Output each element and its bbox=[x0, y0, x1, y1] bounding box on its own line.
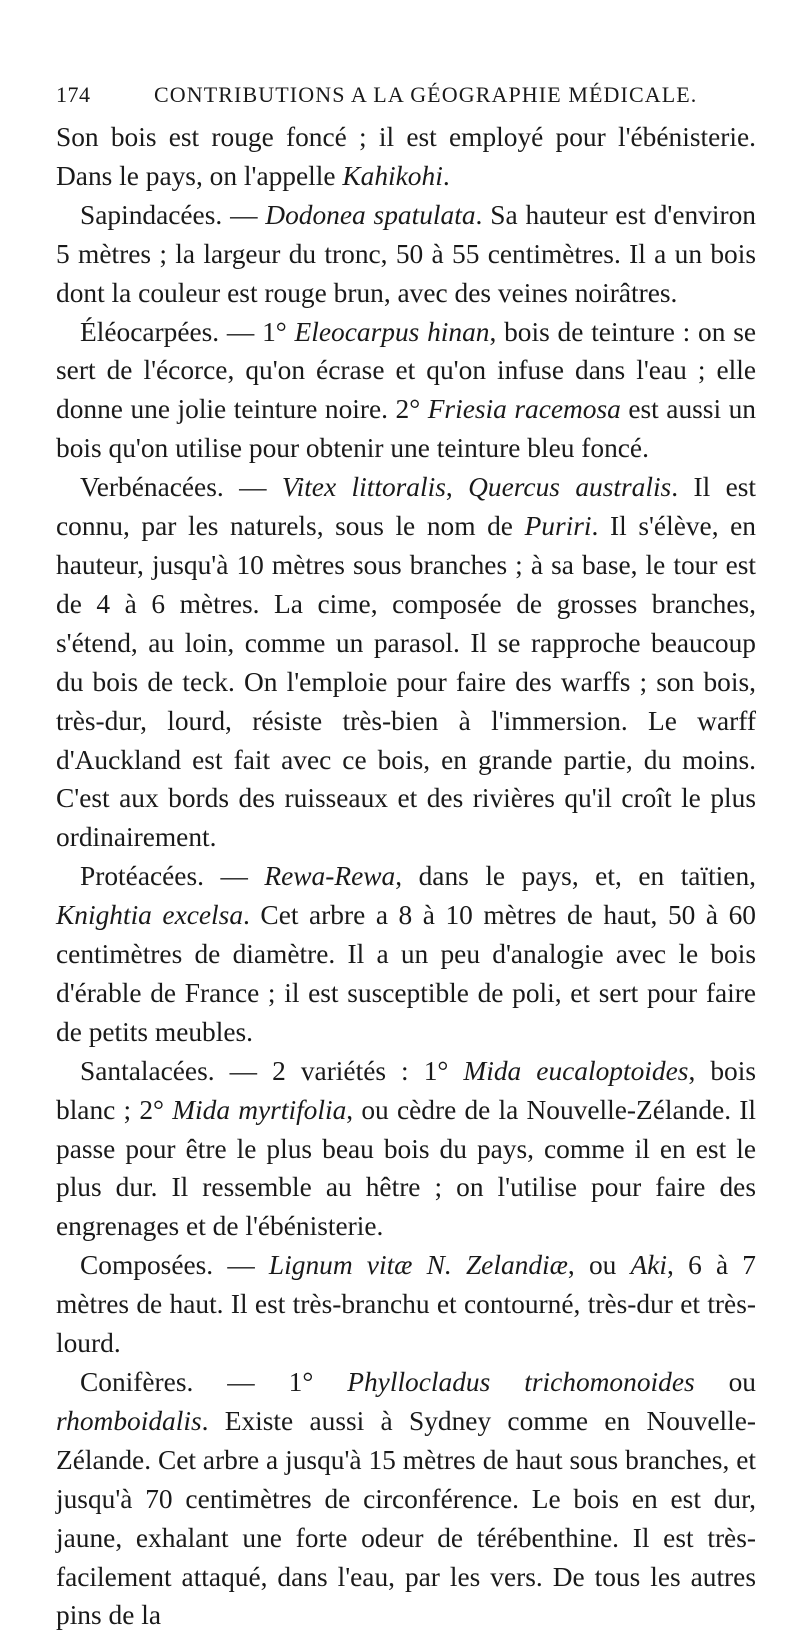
text-run: . Cet arbre a 8 à 10 mètres de haut, 50 à 60 centimètres de diamètre. Il a un peu d'analogie avec le bois d'érable de France ; il est susceptible de poli, et sert pour faire de petits meubles. bbox=[56, 900, 756, 1047]
italic-name: Dodonea spatulata bbox=[265, 199, 476, 230]
text-run: Santalacées. — 2 variétés : 1° bbox=[80, 1055, 464, 1086]
text-run: , ou cèdre de la Nouvelle-Zélande. Il passe pour être le plus beau bois du pays, comme il en est le plus dur. Il ressemble au hêtre ; on l'utilise pour faire des engrenages et de l'ébénisterie. bbox=[56, 1094, 757, 1242]
italic-name: Quercus australis bbox=[468, 472, 672, 503]
paragraph bbox=[56, 118, 756, 196]
text-run: ou bbox=[694, 1367, 756, 1397]
paragraph bbox=[56, 468, 756, 857]
text-run: , bbox=[445, 472, 469, 503]
text-run: est aussi un bois qu'on utilise pour obtenir une teinture bleu foncé. bbox=[56, 394, 756, 464]
text-run: , ou bbox=[567, 1250, 631, 1281]
italic-name: Knightia excelsa bbox=[56, 900, 244, 931]
text-run: Éléocarpées. — 1° bbox=[80, 316, 295, 347]
page-header bbox=[56, 82, 756, 116]
paragraph bbox=[56, 1246, 756, 1363]
text-run: Son bois est rouge foncé ; il est employé pour l'ébénisterie. Dans le pays, on l'appelle bbox=[56, 122, 756, 191]
text-run: , bois blanc ; 2° bbox=[56, 1055, 756, 1125]
italic-name: Rewa-Rewa bbox=[264, 861, 396, 892]
page-number: 174 bbox=[56, 82, 91, 107]
text-run: . Sa hauteur est d'environ 5 mètres ; la largeur du tronc, 50 à 55 centimètres. Il a un bois dont la couleur est rouge brun, avec des veines noirâtres. bbox=[56, 199, 756, 308]
italic-name: rhomboidalis bbox=[56, 1405, 202, 1436]
italic-name: Kahikohi bbox=[342, 160, 443, 191]
italic-name: Friesia racemosa bbox=[427, 394, 621, 425]
italic-name: Phyllocladus trichomonoides bbox=[347, 1367, 695, 1397]
text-run: . Existe aussi à Sydney comme en Nouvelle-Zélande. Cet arbre a jusqu'à 15 mètres de haut sous branches, et jusqu'à 70 centimètres de circonférence. Le bois en est dur, jaune, exhalant une forte odeur de térébenthine. Il est très-facilement attaqué, dans l'eau, par les vers. De tous les autres pins de la bbox=[56, 1405, 756, 1631]
italic-name: Aki bbox=[630, 1250, 668, 1281]
italic-name: Vitex littoralis bbox=[281, 472, 446, 503]
text-run: Protéacées. — bbox=[80, 861, 265, 892]
italic-name: Mida eucaloptoides bbox=[463, 1055, 689, 1086]
paragraph bbox=[56, 1363, 756, 1635]
italic-name: Puriri bbox=[524, 511, 592, 542]
text-run: , 6 à 7 mètres de haut. Il est très-branchu et contourné, très-dur et très-lourd. bbox=[56, 1250, 756, 1359]
paragraph bbox=[56, 1052, 756, 1247]
text-run: Composées. — bbox=[80, 1250, 269, 1281]
text-run: . Il est connu, par les naturels, sous le nom de bbox=[56, 472, 757, 542]
text-run: , dans le pays, et, en taïtien, bbox=[395, 861, 756, 892]
text-run: Conifères. — 1° bbox=[80, 1367, 348, 1397]
paragraph bbox=[56, 313, 756, 469]
text-run: . Il s'élève, en hauteur, jusqu'à 10 mètres sous branches ; à sa base, le tour est de 4 à 6 mètres. La cime, composée de grosses branches, s'étend, au loin, comme un parasol. Il se rapproche beaucoup du bois de teck. On l'emploie pour faire des warffs ; son bois, très-dur, lourd, résiste très-bien à l'immersion. Le warff d'Auckland est fait avec ce bois, en grande partie, du moins. C'est aux bords des ruisseaux et des rivières qu'il croît le plus ordinairement. bbox=[56, 511, 756, 853]
italic-name: Mida myrtifolia bbox=[172, 1094, 347, 1125]
text-run: Verbénacées. — bbox=[80, 472, 282, 503]
text-run: , bois de teinture : on se sert de l'écorce, qu'on écrase et qu'on infuse dans l'eau ; elle donne une jolie teinture noire. 2° bbox=[56, 316, 757, 425]
running-head: CONTRIBUTIONS A LA GÉOGRAPHIE MÉDICALE. bbox=[154, 82, 698, 107]
paragraph bbox=[56, 196, 756, 313]
text-run: . bbox=[442, 160, 450, 191]
paragraph bbox=[56, 857, 756, 1052]
italic-name: Eleocarpus hinan bbox=[294, 316, 490, 347]
text-run: Sapindacées. — bbox=[80, 199, 266, 230]
body-text bbox=[56, 118, 756, 1635]
italic-name: Lignum vitæ N. Zelandiæ bbox=[268, 1250, 568, 1281]
